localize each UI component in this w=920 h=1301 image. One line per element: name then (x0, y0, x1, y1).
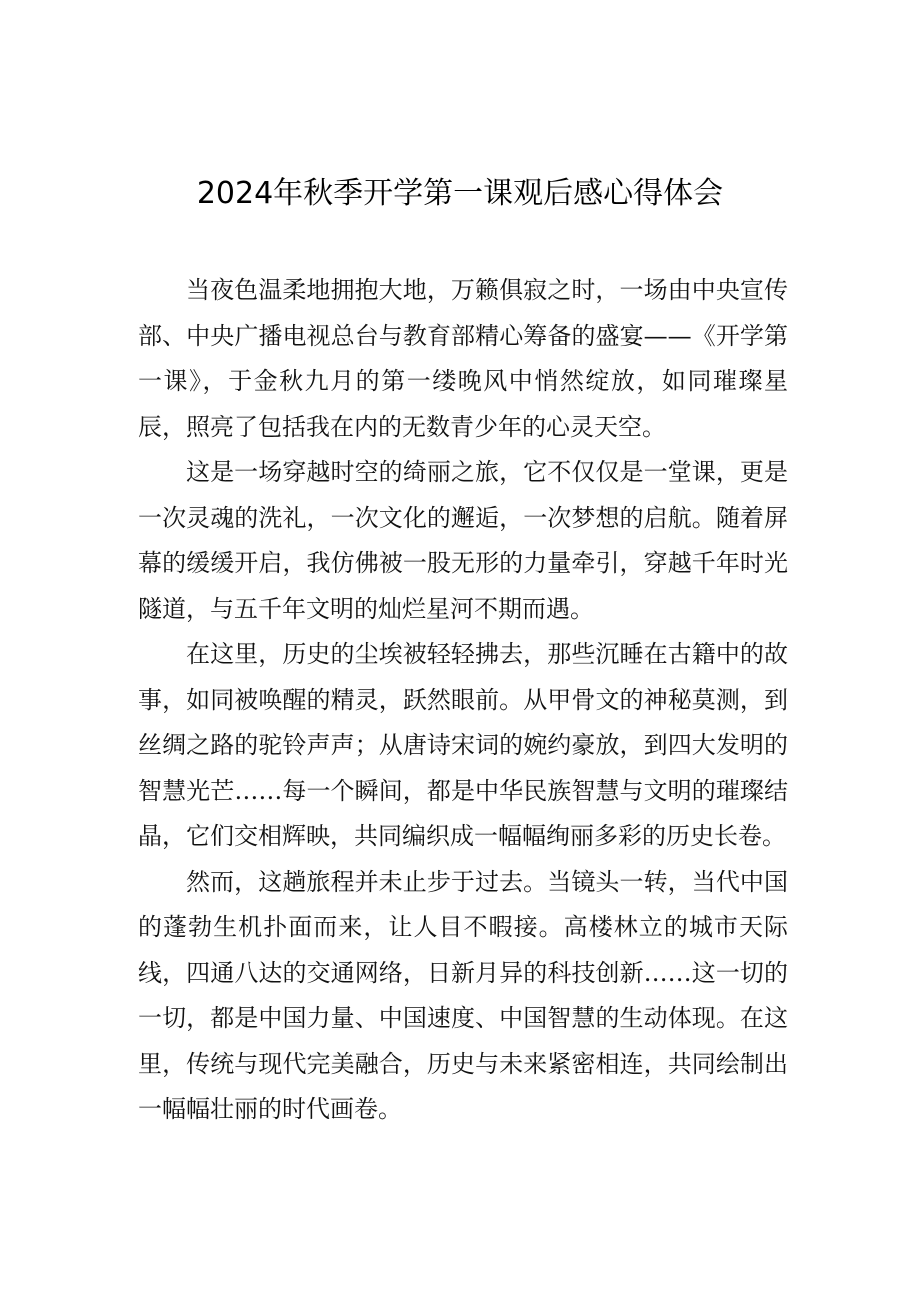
paragraph-1: 当夜色温柔地拥抱大地，万籁俱寂之时，一场由中央宣传部、中央广播电视总台与教育部精心筹备的盛宴——《开学第一课》，于金秋九月的第一缕晚风中悄然绽放，如同璀璨星辰，照亮了包括我在内的无数青少年的心灵天空。 (138, 276, 788, 441)
paragraph-3: 在这里，历史的尘埃被轻轻拂去，那些沉睡在古籍中的故事，如同被唤醒的精灵，跃然眼前。从甲骨文的神秘莫测，到丝绸之路的驼铃声声；从唐诗宋词的婉约豪放，到四大发明的智慧光芒……每一个瞬间，都是中华民族智慧与文明的璀璨结晶，它们交相辉映，共同编织成一幅幅绚丽多彩的历史长卷。 (138, 640, 788, 850)
paragraph-2: 这是一场穿越时空的绮丽之旅，它不仅仅是一堂课，更是一次灵魂的洗礼，一次文化的邂逅，一次梦想的启航。随着屏幕的缓缓开启，我仿佛被一股无形的力量牵引，穿越千年时光隧道，与五千年文明的灿烂星河不期而遇。 (138, 458, 788, 623)
paragraph-4: 然而，这趟旅程并未止步于过去。当镜头一转，当代中国的蓬勃生机扑面而来，让人目不暇接。高楼林立的城市天际线，四通八达的交通网络，日新月异的科技创新……这一切的一切，都是中国力量、中国速度、中国智慧的生动体现。在这里，传统与现代完美融合，历史与未来紧密相连，共同绘制出一幅幅壮丽的时代画卷。 (138, 867, 788, 1123)
document-title: 2024年秋季开学第一课观后感心得体会 (196, 176, 724, 211)
document-body (138, 268, 788, 1133)
